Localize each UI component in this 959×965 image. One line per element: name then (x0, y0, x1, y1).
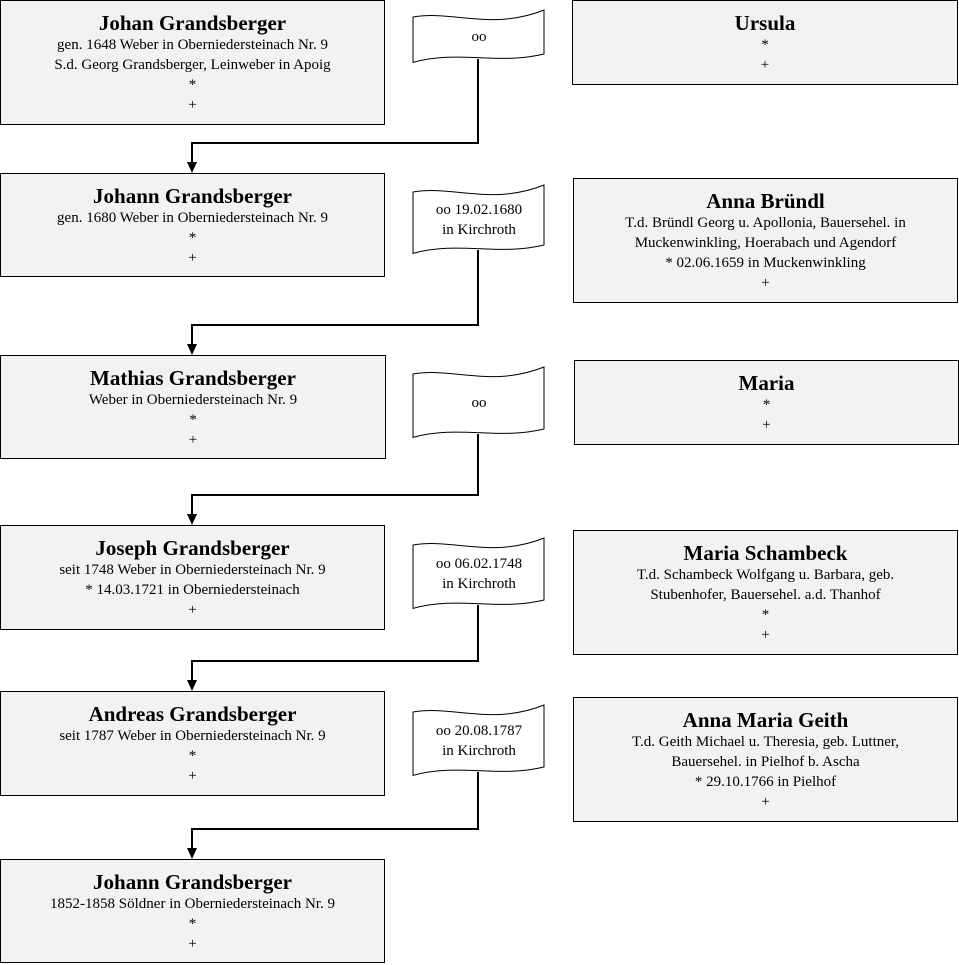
husband-box (0, 859, 385, 963)
marriage-label-line: oo 19.02.1680 (435, 202, 523, 218)
husband-detail-line: + (188, 768, 197, 784)
husband-detail-line: * (188, 77, 197, 93)
husband-detail-line: seit 1787 Weber in Oberniedersteinach Nr. 9 (59, 728, 326, 744)
husband-detail-line: seit 1748 Weber in Oberniedersteinach Nr. 9 (59, 562, 326, 578)
husband-detail-line: * (188, 748, 197, 764)
husband-detail-line: * (188, 230, 197, 246)
husband-box (0, 525, 385, 630)
marriage-label-line: in Kirchroth (442, 222, 516, 238)
wife-detail-line: T.d. Geith Michael u. Theresia, geb. Luttner, (631, 734, 900, 750)
husband-box (0, 173, 385, 277)
wife-detail-line: * 02.06.1659 in Muckenwinkling (665, 255, 866, 271)
wife-name: Anna Bründl (706, 189, 825, 213)
husband-detail-line: gen. 1648 Weber in Oberniedersteinach Nr. 9 (57, 37, 328, 53)
arrow-head-icon (187, 344, 197, 355)
marriage-label-line: oo (471, 29, 487, 45)
marriage-label (412, 200, 546, 240)
wife-detail-line: T.d. Schambeck Wolfgang u. Barbara, geb. (636, 567, 895, 583)
husband-name: Johann Grandsberger (93, 184, 292, 208)
wife-name: Anna Maria Geith (682, 708, 849, 732)
wife-name: Ursula (734, 11, 796, 35)
wife-detail-line: * (762, 397, 771, 413)
husband-detail-line: S.d. Georg Grandsberger, Leinweber in Apoig (54, 57, 331, 73)
husband-detail-line: + (188, 936, 197, 952)
husband-detail-line: 1852-1858 Söldner in Oberniedersteinach Nr. 9 (50, 896, 335, 912)
marriage-label (412, 393, 546, 413)
husband-detail-line: gen. 1680 Weber in Oberniedersteinach Nr. 9 (57, 210, 328, 226)
husband-detail-line: * 14.03.1721 in Oberniedersteinach (85, 582, 300, 598)
marriage-label (412, 27, 546, 47)
arrow-head-icon (187, 848, 197, 859)
wife-name: Maria (738, 371, 795, 395)
wife-box (573, 530, 958, 655)
marriage-label-line: in Kirchroth (442, 743, 516, 759)
husband-detail-line: + (188, 432, 198, 448)
husband-detail-line: Weber in Oberniedersteinach Nr. 9 (88, 392, 298, 408)
husband-box (0, 691, 385, 796)
marriage-label (412, 721, 546, 761)
husband-box (0, 355, 386, 459)
husband-box (0, 0, 385, 125)
wife-detail-line: Bauersehel. in Pielhof b. Ascha (671, 754, 860, 770)
wife-detail-line: * 29.10.1766 in Pielhof (694, 774, 837, 790)
wife-box (573, 178, 958, 303)
husband-name: Johan Grandsberger (98, 11, 287, 35)
marriage-label-line: in Kirchroth (442, 576, 516, 592)
wife-box (572, 0, 958, 85)
wife-detail-line: + (762, 417, 771, 433)
wife-detail-line: + (761, 627, 770, 643)
husband-detail-line: + (188, 602, 197, 618)
wife-detail-line: + (760, 57, 770, 73)
husband-name: Mathias Grandsberger (90, 366, 296, 390)
husband-name: Johann Grandsberger (93, 870, 292, 894)
husband-detail-line: * (188, 916, 197, 932)
marriage-label-line: oo (471, 395, 487, 411)
husband-detail-line: + (188, 250, 197, 266)
husband-name: Andreas Grandsberger (88, 702, 297, 726)
arrow-head-icon (187, 680, 197, 691)
wife-detail-line: * (761, 37, 769, 53)
wife-detail-line: Muckenwinkling, Hoerabach und Agendorf (634, 235, 897, 251)
wife-detail-line: * (761, 607, 770, 623)
arrow-head-icon (187, 514, 197, 525)
wife-name: Maria Schambeck (683, 541, 848, 565)
marriage-label-line: oo 20.08.1787 (435, 723, 523, 739)
husband-name: Joseph Grandsberger (95, 536, 290, 560)
wife-detail-line: + (761, 794, 770, 810)
marriage-label (412, 554, 546, 594)
wife-box (574, 360, 959, 445)
marriage-label-line: oo 06.02.1748 (435, 556, 523, 572)
husband-detail-line: + (188, 97, 197, 113)
wife-box (573, 697, 958, 822)
wife-detail-line: T.d. Bründl Georg u. Apollonia, Bauersehel. in (625, 215, 906, 231)
wife-detail-line: Stubenhofer, Bauersehel. a.d. Thanhof (650, 587, 881, 603)
husband-detail-line: * (189, 412, 197, 428)
wife-detail-line: + (761, 275, 770, 291)
arrow-head-icon (187, 162, 197, 173)
